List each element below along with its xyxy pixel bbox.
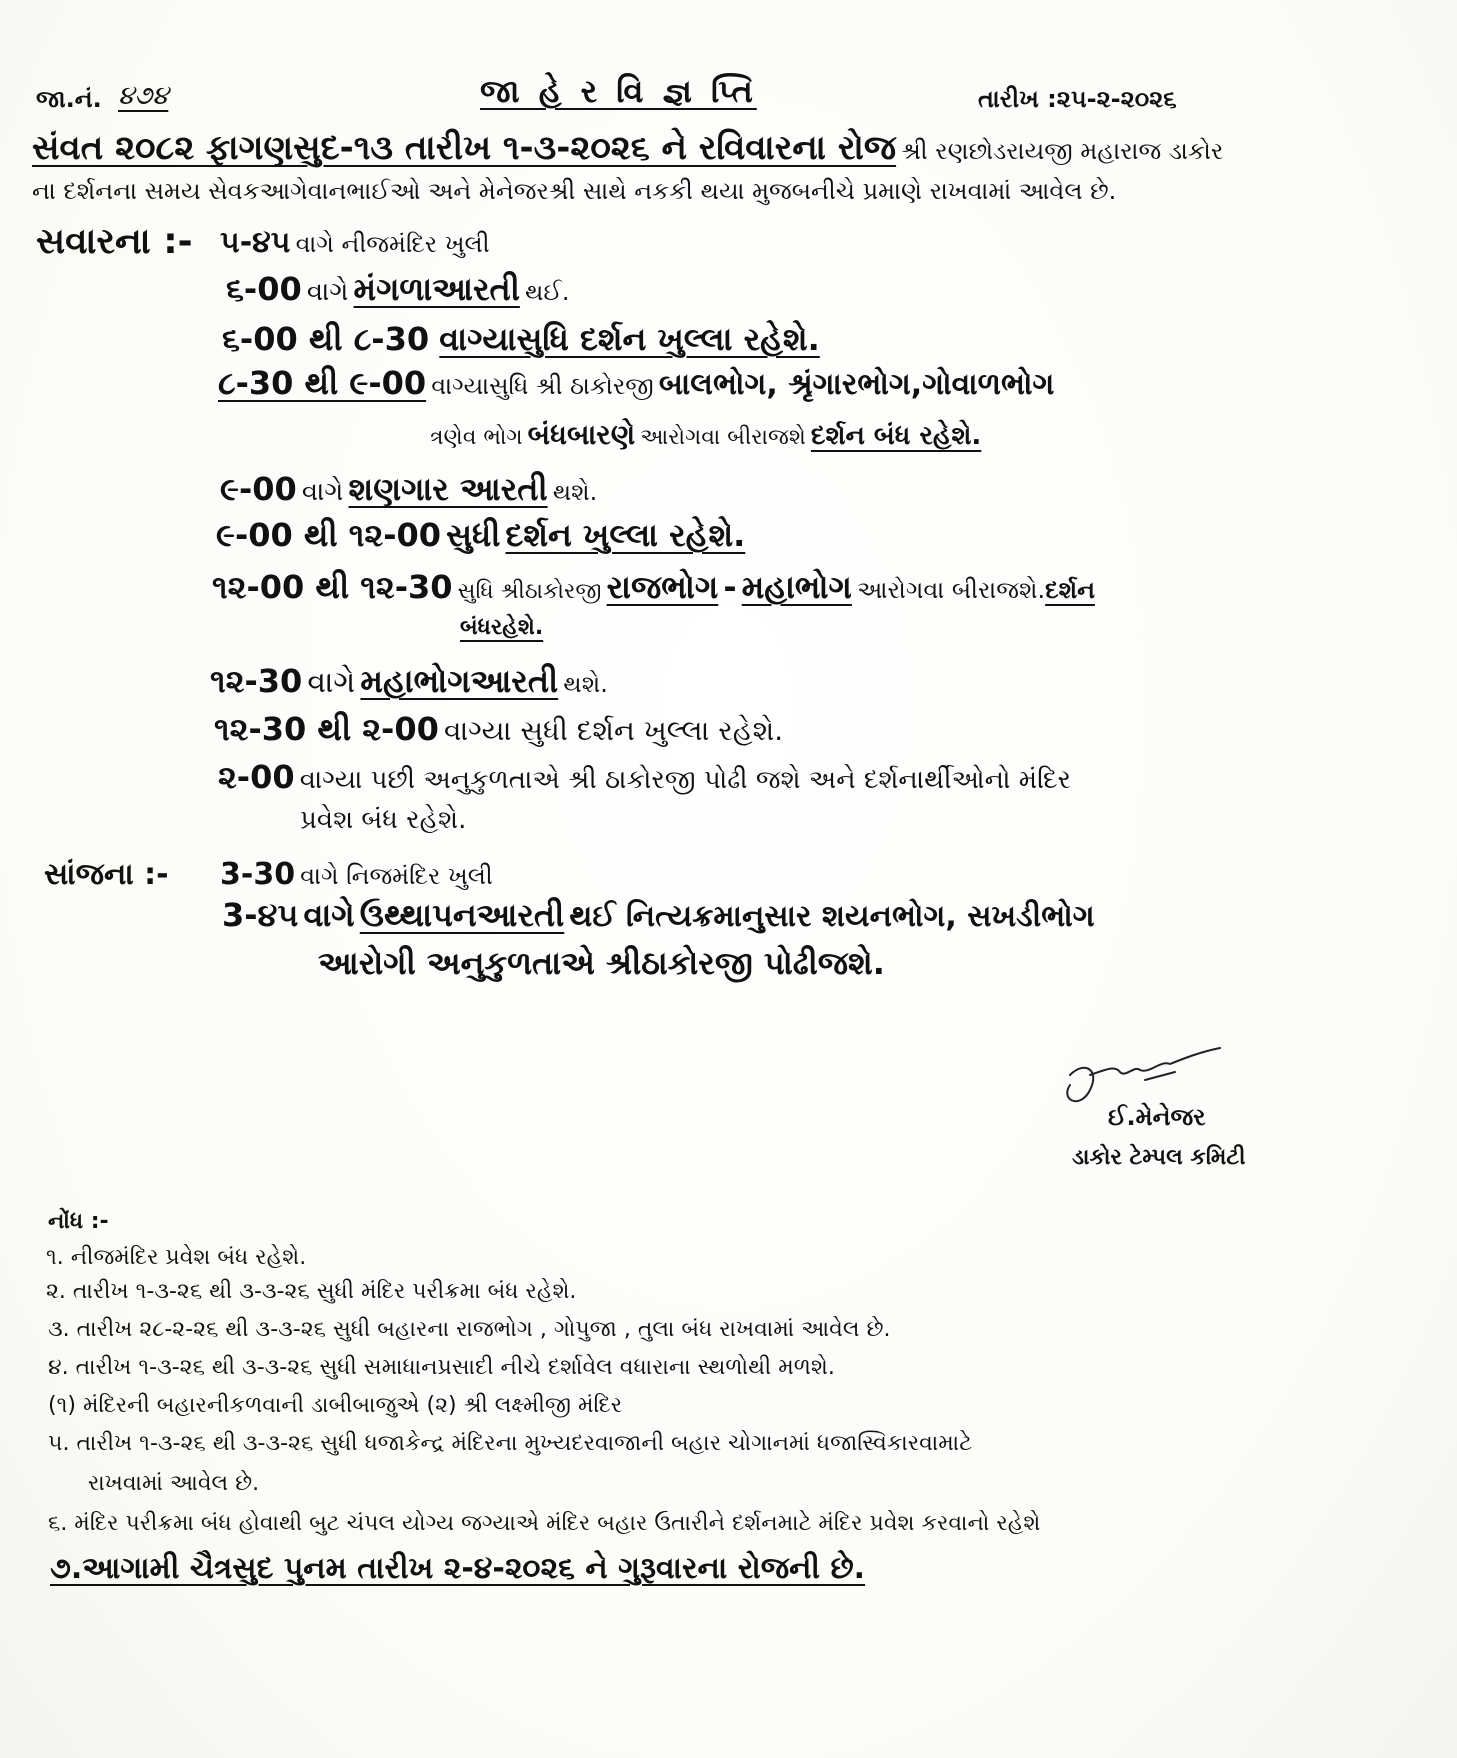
intro-line-2: ના દર્શનના સમય સેવકઆગેવાનભાઈઓ અને મેનેજરશ્રી સાથે નકકી થયા મુજબનીચે પ્રમાણે રાખવામાં આવેલ છે. [32, 177, 1117, 205]
time: 3-૪૫ [222, 896, 299, 934]
schedule-item [216, 518, 745, 553]
text: ત્રણેવ ભોગ [430, 425, 523, 450]
notes-label: નોંધ :- [48, 1209, 109, 1234]
time: ૧૨-00 થી ૧૨-30 [212, 568, 453, 606]
schedule-item [214, 712, 783, 747]
text: થશે. [552, 478, 598, 506]
text: આરોગવા બીરાજશે [640, 425, 806, 450]
document-title: જા હે ર વિ જ્ઞ પ્તિ [480, 72, 757, 110]
highlight: દર્શન બંધ રહેશે. [810, 421, 982, 451]
time: 3-30 [220, 857, 296, 892]
time: ૧૨-30 થી ૨-00 [214, 710, 439, 748]
schedule-item [222, 322, 820, 357]
note-item: ૪. તારીખ ૧-૩-૨૬ થી ૩-૩-૨૬ સુધી સમાધાનપ્રસાદી નીચે દર્શાવેલ વધારાના સ્થળોથી મળશે. [48, 1355, 835, 1380]
intro-date-heading: સંવત ૨૦૮૨ ફાગણસુદ-૧૩ તારીખ ૧-૩-૨૦૨૬ ને રવિવારના રોજ [32, 128, 897, 168]
note-item: ૬. મંદિર પરીક્રમા બંધ હોવાથી બુટ ચંપલ યોગ્ય જગ્યાએ મંદિર બહાર ઉતારીને દર્શનમાટે મંદિર પ્રવેશ કરવાનો રહેશે [48, 1511, 1041, 1536]
date-row [978, 86, 1177, 112]
schedule-item [218, 760, 1071, 795]
schedule-item-continuation [430, 420, 981, 451]
time: ૯-00 [220, 470, 297, 508]
text: વાગે નિજમંદિર ખુલી [300, 862, 493, 890]
date-value: ૨૫-૨-૨૦૨૬ [1056, 85, 1177, 113]
evening-label: સાંજના :- [44, 857, 169, 892]
text: વાગ્યા પછી અનુકુળતાએ શ્રી ઠાકોરજી પોઢી જશે અને દર્શનાર્થીઓનો મંદિર [299, 765, 1071, 795]
intro-line-1 [32, 130, 1223, 167]
time: ૧૨-30 [210, 662, 303, 700]
text: આરોગવા બીરાજશે. [856, 576, 1046, 604]
text: વાગે નીજમંદિર ખુલી [295, 230, 490, 258]
text: વાગે [303, 896, 355, 934]
note-item: (૧) મંદિરની બહારનીકળવાની ડાબીબાજુએ (૨) શ્રી લક્ષ્મીજી મંદિર [48, 1393, 623, 1418]
intro-deity: શ્રી રણછોડરાયજી મહારાજ ડાકોર [901, 137, 1224, 165]
schedule-item [222, 898, 1095, 933]
highlight: દર્શન ખુલ્લા રહેશે. [505, 516, 746, 554]
highlight: બંધબારણે [527, 418, 636, 451]
schedule-item [220, 472, 597, 507]
note-item: ૫. તારીખ ૧-૩-૨૬ થી ૩-૩-૨૬ સુધી ધજાકેન્દ્ર મંદિરના મુખ્યદરવાજાની બહાર ચોગાનમાં ધજાસ્વિકારવામાટે [48, 1431, 972, 1456]
text: - [723, 568, 737, 606]
note-item: ૨. તારીખ ૧-૩-૨૬ થી ૩-૩-૨૬ સુધી મંદિર પરીક્રમા બંધ રહેશે. [46, 1279, 577, 1304]
highlight: બાલભોગ, શ્રૃંગારભોગ,ગોવાળભોગ [658, 367, 1055, 402]
text: વાગે [301, 477, 344, 507]
text: વાગે [306, 277, 349, 307]
date-label: તારીખ : [978, 85, 1057, 113]
time: ૨-00 [218, 758, 295, 796]
schedule-item [220, 226, 490, 259]
text: થઈ નિત્યક્રમાનુસાર શયનભોગ, સખડીભોગ [569, 899, 1095, 934]
highlight: મહાભોગ [741, 568, 852, 606]
highlight: મંગળાઆરતી [353, 270, 520, 308]
text: વાગ્યાસુધિ શ્રી ઠાકોરજી [431, 372, 654, 400]
highlight: શણગાર આરતી [348, 470, 548, 508]
highlight: ઉથ્થાપનઆરતી [359, 896, 565, 934]
schedule-item [210, 664, 608, 699]
note-item: ૧. નીજમંદિર પ્રવેશ બંધ રહેશે. [46, 1245, 307, 1270]
schedule-item [220, 858, 493, 891]
text: સુધી [446, 516, 501, 554]
reference-number: ૪૭૪ [118, 81, 169, 111]
schedule-item-continuation: આરોગી અનુકુળતાએ શ્રીઠાકોરજી પોઢીજશે. [318, 944, 885, 982]
text: થઈ. [524, 278, 570, 306]
time: ૮-30 થી ૯-00 [218, 364, 427, 402]
highlight: દર્શન [1045, 576, 1095, 604]
schedule-item-continuation: બંધરહેશે. [460, 615, 544, 640]
morning-label: સવારના :- [36, 221, 193, 262]
signatory-organization: ડાકોર ટેમ્પલ કમિટી [1072, 1145, 1246, 1170]
highlight: મહાભોગઆરતી [360, 662, 559, 700]
text: વાગ્યા સુધી દર્શન ખુલ્લા રહેશે. [443, 714, 784, 747]
highlight: રાજભોગ [606, 568, 719, 606]
text: થશે. [563, 670, 608, 698]
note-item-continuation: રાખવામાં આવેલ છે. [88, 1471, 260, 1496]
text: વાગે [307, 665, 356, 700]
signatory-title: ઈ.મેનેજર [1108, 1103, 1206, 1131]
reference-label: જા.નં. [36, 85, 102, 113]
time: ૬-00 થી ૮-30 [222, 320, 430, 358]
schedule-item [226, 272, 570, 307]
schedule-item [212, 570, 1095, 605]
text: સુધિ શ્રીઠાકોરજી [457, 579, 602, 604]
note-item-highlight: ૭.આગામી ચૈત્રસુદ પુનમ તારીખ ૨-૪-૨૦૨૬ ને ગુરૂવારના રોજની છે. [50, 1551, 866, 1586]
time: ૯-00 થી ૧૨-00 [216, 516, 442, 554]
highlight: વાગ્યાસુધિ દર્શન ખુલ્લા રહેશે. [439, 320, 820, 358]
schedule-item [218, 366, 1054, 401]
time: ૬-00 [226, 270, 302, 308]
time: ૫-૪૫ [220, 225, 291, 260]
schedule-item-continuation: પ્રવેશ બંધ રહેશે. [300, 805, 467, 835]
note-item: ૩. તારીખ ૨૮-૨-૨૬ થી ૩-૩-૨૬ સુધી બહારના રાજભોગ , ગોપુજા , તુલા બંધ રાખવામાં આવેલ છે. [48, 1317, 891, 1342]
